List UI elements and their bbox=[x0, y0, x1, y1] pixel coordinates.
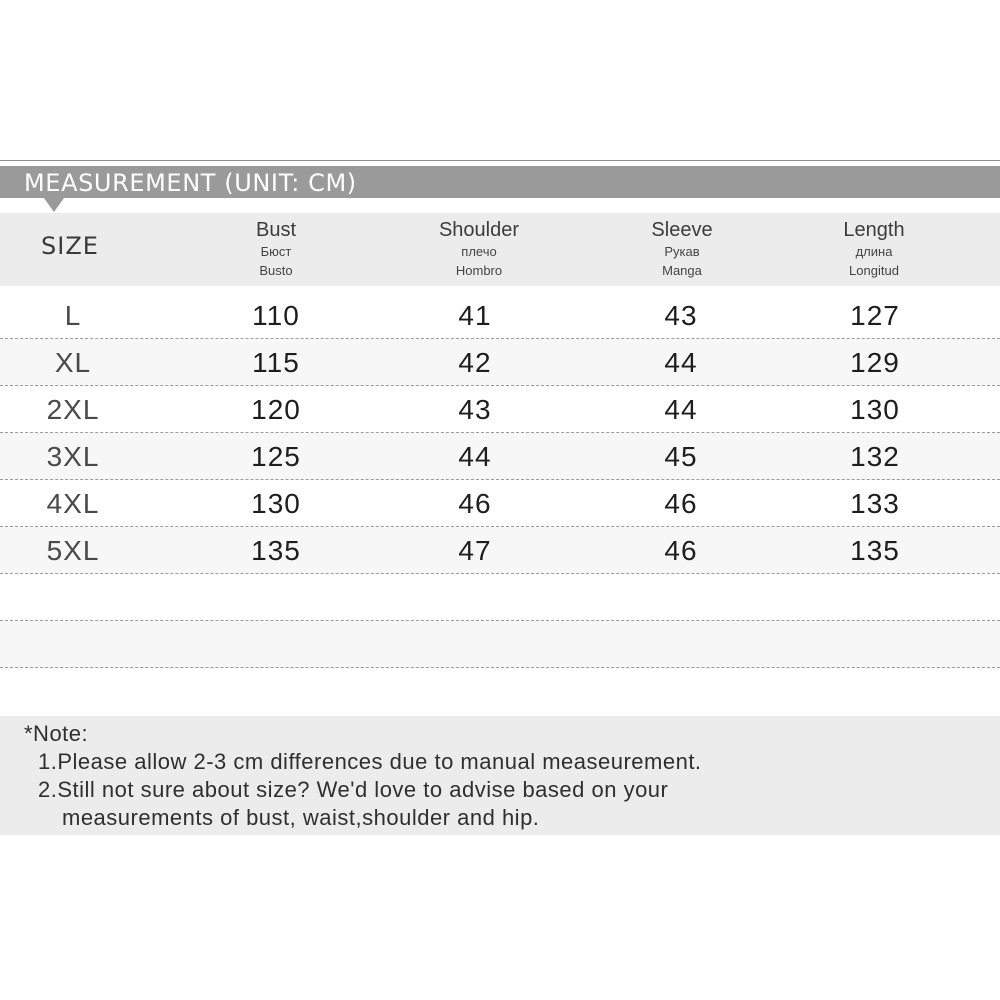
table-row bbox=[0, 433, 1000, 480]
column-header-en: Sleeve bbox=[651, 219, 713, 241]
shoulder-cell: 47 bbox=[458, 535, 492, 566]
size-cell: XL bbox=[54, 347, 92, 378]
bust-cell: 135 bbox=[251, 535, 301, 566]
size-column-header: SIZE bbox=[41, 232, 99, 260]
sleeve-cell: 43 bbox=[664, 300, 698, 331]
column-header-bust bbox=[176, 218, 376, 280]
column-header-en: Bust bbox=[255, 219, 297, 241]
size-cell: 5XL bbox=[46, 535, 100, 566]
top-divider-line bbox=[0, 160, 1000, 161]
column-header-ru: Бюст bbox=[260, 244, 292, 259]
bust-cell: 110 bbox=[252, 300, 300, 331]
length-cell: 129 bbox=[850, 347, 900, 378]
column-header-ru: плечо bbox=[461, 244, 497, 259]
table-row-empty bbox=[0, 621, 1000, 668]
shoulder-cell: 42 bbox=[458, 347, 492, 378]
shoulder-cell: 41 bbox=[458, 300, 492, 331]
column-header-ru: длина bbox=[855, 244, 893, 259]
table-row bbox=[0, 480, 1000, 527]
bust-cell: 115 bbox=[252, 347, 300, 378]
table-row-empty bbox=[0, 574, 1000, 621]
column-header-es: Hombro bbox=[455, 263, 503, 278]
column-header-sleeve bbox=[582, 218, 782, 280]
shoulder-cell: 43 bbox=[458, 394, 492, 425]
column-header-ru: Рукав bbox=[664, 244, 700, 259]
length-cell: 133 bbox=[850, 488, 900, 519]
length-cell: 127 bbox=[850, 300, 900, 331]
note-line-2: 2.Still not sure about size? We'd love to advise based on your bbox=[38, 777, 669, 802]
title-banner bbox=[0, 166, 1000, 198]
column-header-en: Shoulder bbox=[438, 219, 520, 241]
bust-cell: 130 bbox=[251, 488, 301, 519]
length-cell: 135 bbox=[850, 535, 900, 566]
table-row bbox=[0, 292, 1000, 339]
note-line-3: measurements of bust, waist,shoulder and hip. bbox=[62, 805, 540, 830]
bust-cell: 120 bbox=[251, 394, 301, 425]
shoulder-cell: 44 bbox=[458, 441, 492, 472]
column-header-es: Busto bbox=[259, 263, 293, 278]
note-section bbox=[0, 716, 1000, 835]
shoulder-cell: 46 bbox=[458, 488, 492, 519]
size-cell: L bbox=[64, 300, 82, 331]
note-line-1: 1.Please allow 2-3 cm differences due to manual measeurement. bbox=[38, 749, 702, 774]
table-row bbox=[0, 339, 1000, 386]
sleeve-cell: 46 bbox=[664, 535, 698, 566]
size-cell: 3XL bbox=[46, 441, 100, 472]
sleeve-cell: 44 bbox=[664, 394, 698, 425]
size-cell: 2XL bbox=[46, 394, 100, 425]
length-cell: 132 bbox=[850, 441, 900, 472]
page-title: MEASUREMENT (UNIT: CM) bbox=[24, 169, 357, 197]
size-cell: 4XL bbox=[46, 488, 100, 519]
bust-cell: 125 bbox=[251, 441, 301, 472]
table-row bbox=[0, 386, 1000, 433]
column-header-es: Longitud bbox=[849, 263, 899, 278]
note-title: *Note: bbox=[24, 721, 89, 746]
length-cell: 130 bbox=[850, 394, 900, 425]
sleeve-cell: 45 bbox=[664, 441, 698, 472]
table-row bbox=[0, 527, 1000, 574]
sleeve-cell: 46 bbox=[664, 488, 698, 519]
table-row-empty bbox=[0, 668, 1000, 715]
column-header-es: Manga bbox=[662, 263, 702, 278]
column-header-length bbox=[774, 218, 974, 280]
column-header-en: Length bbox=[843, 219, 905, 241]
sleeve-cell: 44 bbox=[664, 347, 698, 378]
column-header-shoulder bbox=[379, 218, 579, 280]
title-pointer-icon bbox=[44, 198, 64, 212]
